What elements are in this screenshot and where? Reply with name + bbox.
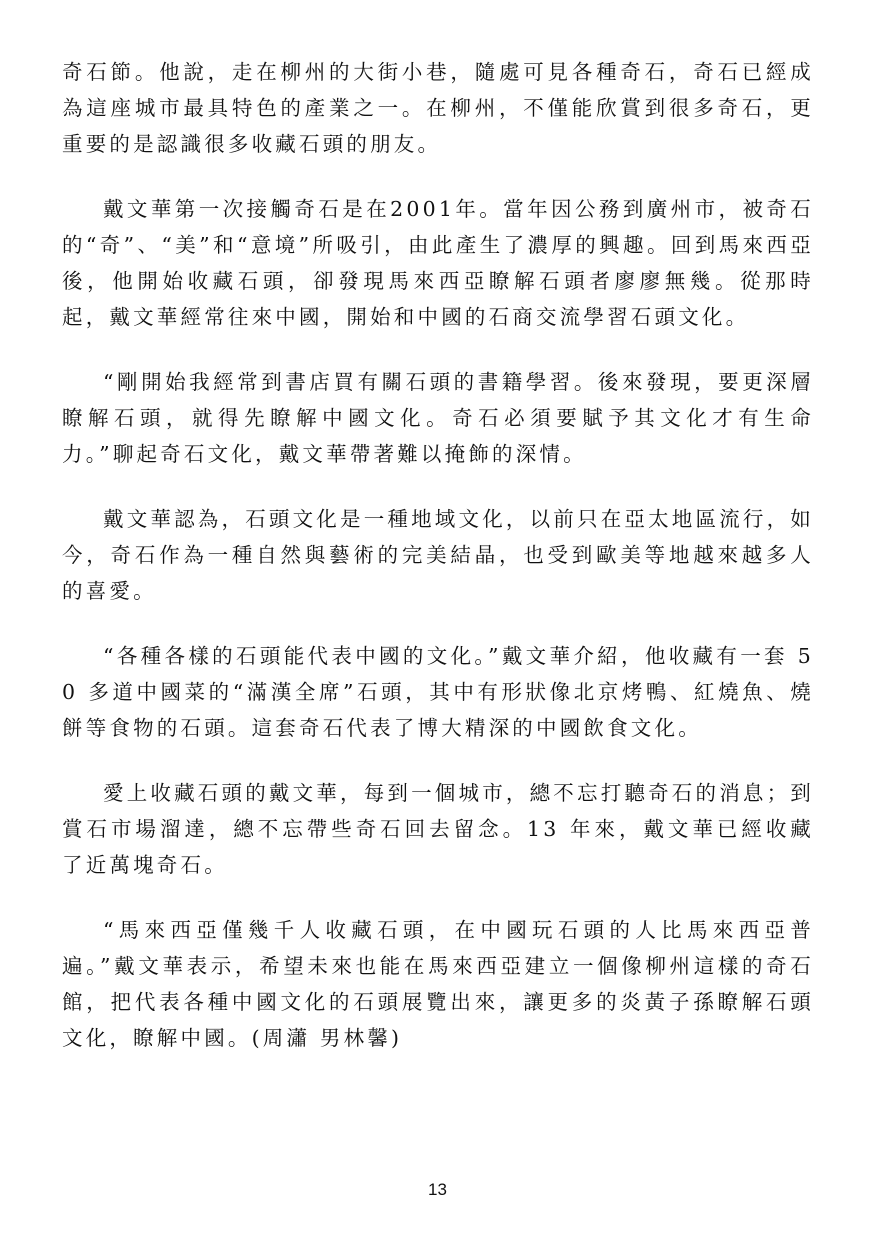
paragraph-future-museum: “馬來西亞僅幾千人收藏石頭，在中國玩石頭的人比馬來西亞普遍。”戴文華表示，希望未來也能在馬來西亞建立一個像柳州這樣的奇石館，把代表各種中國文化的石頭展覽出來，讓更多的炎黃子孫瞭解石頭文化，瞭解中國。(周瀟 男林馨) <box>62 918 814 1050</box>
paragraph-collection: 愛上收藏石頭的戴文華，每到一個城市，總不忘打聽奇石的消息；到賞石市場溜達，總不忘帶些奇石回去留念。13 年來，戴文華已經收藏了近萬塊奇石。 <box>62 781 814 877</box>
paragraph-continuation: 奇石節。他說，走在柳州的大街小巷，隨處可見各種奇石，奇石已經成為這座城市最具特色的產業之一。在柳州，不僅能欣賞到很多奇石，更重要的是認識很多收藏石頭的朋友。 <box>62 60 814 156</box>
paragraph-quote-learning: “剛開始我經常到書店買有關石頭的書籍學習。後來發現，要更深層瞭解石頭，就得先瞭解中國文化。奇石必須要賦予其文化才有生命力。”聊起奇石文化，戴文華帶著難以掩飾的深情。 <box>62 370 814 466</box>
page-number: 13 <box>428 1180 447 1199</box>
paragraph-first-contact: 戴文華第一次接觸奇石是在2001年。當年因公務到廣州市，被奇石的“奇”、“美”和“意境”所吸引，由此產生了濃厚的興趣。回到馬來西亞後，他開始收藏石頭，卻發現馬來西亞瞭解石頭者廖廖無幾。從那時起，戴文華經常往來中國，開始和中國的石商交流學習石頭文化。 <box>62 197 814 329</box>
article-body <box>62 54 814 1085</box>
paragraph-regional-culture: 戴文華認為，石頭文化是一種地域文化，以前只在亞太地區流行，如今，奇石作為一種自然與藝術的完美結晶，也受到歐美等地越來越多人的喜愛。 <box>62 507 814 603</box>
paragraph-banquet-stones: “各種各樣的石頭能代表中國的文化。”戴文華介紹，他收藏有一套 50 多道中國菜的“滿漢全席”石頭，其中有形狀像北京烤鴨、紅燒魚、燒餅等食物的石頭。這套奇石代表了博大精深的中國飲食文化。 <box>62 644 814 740</box>
